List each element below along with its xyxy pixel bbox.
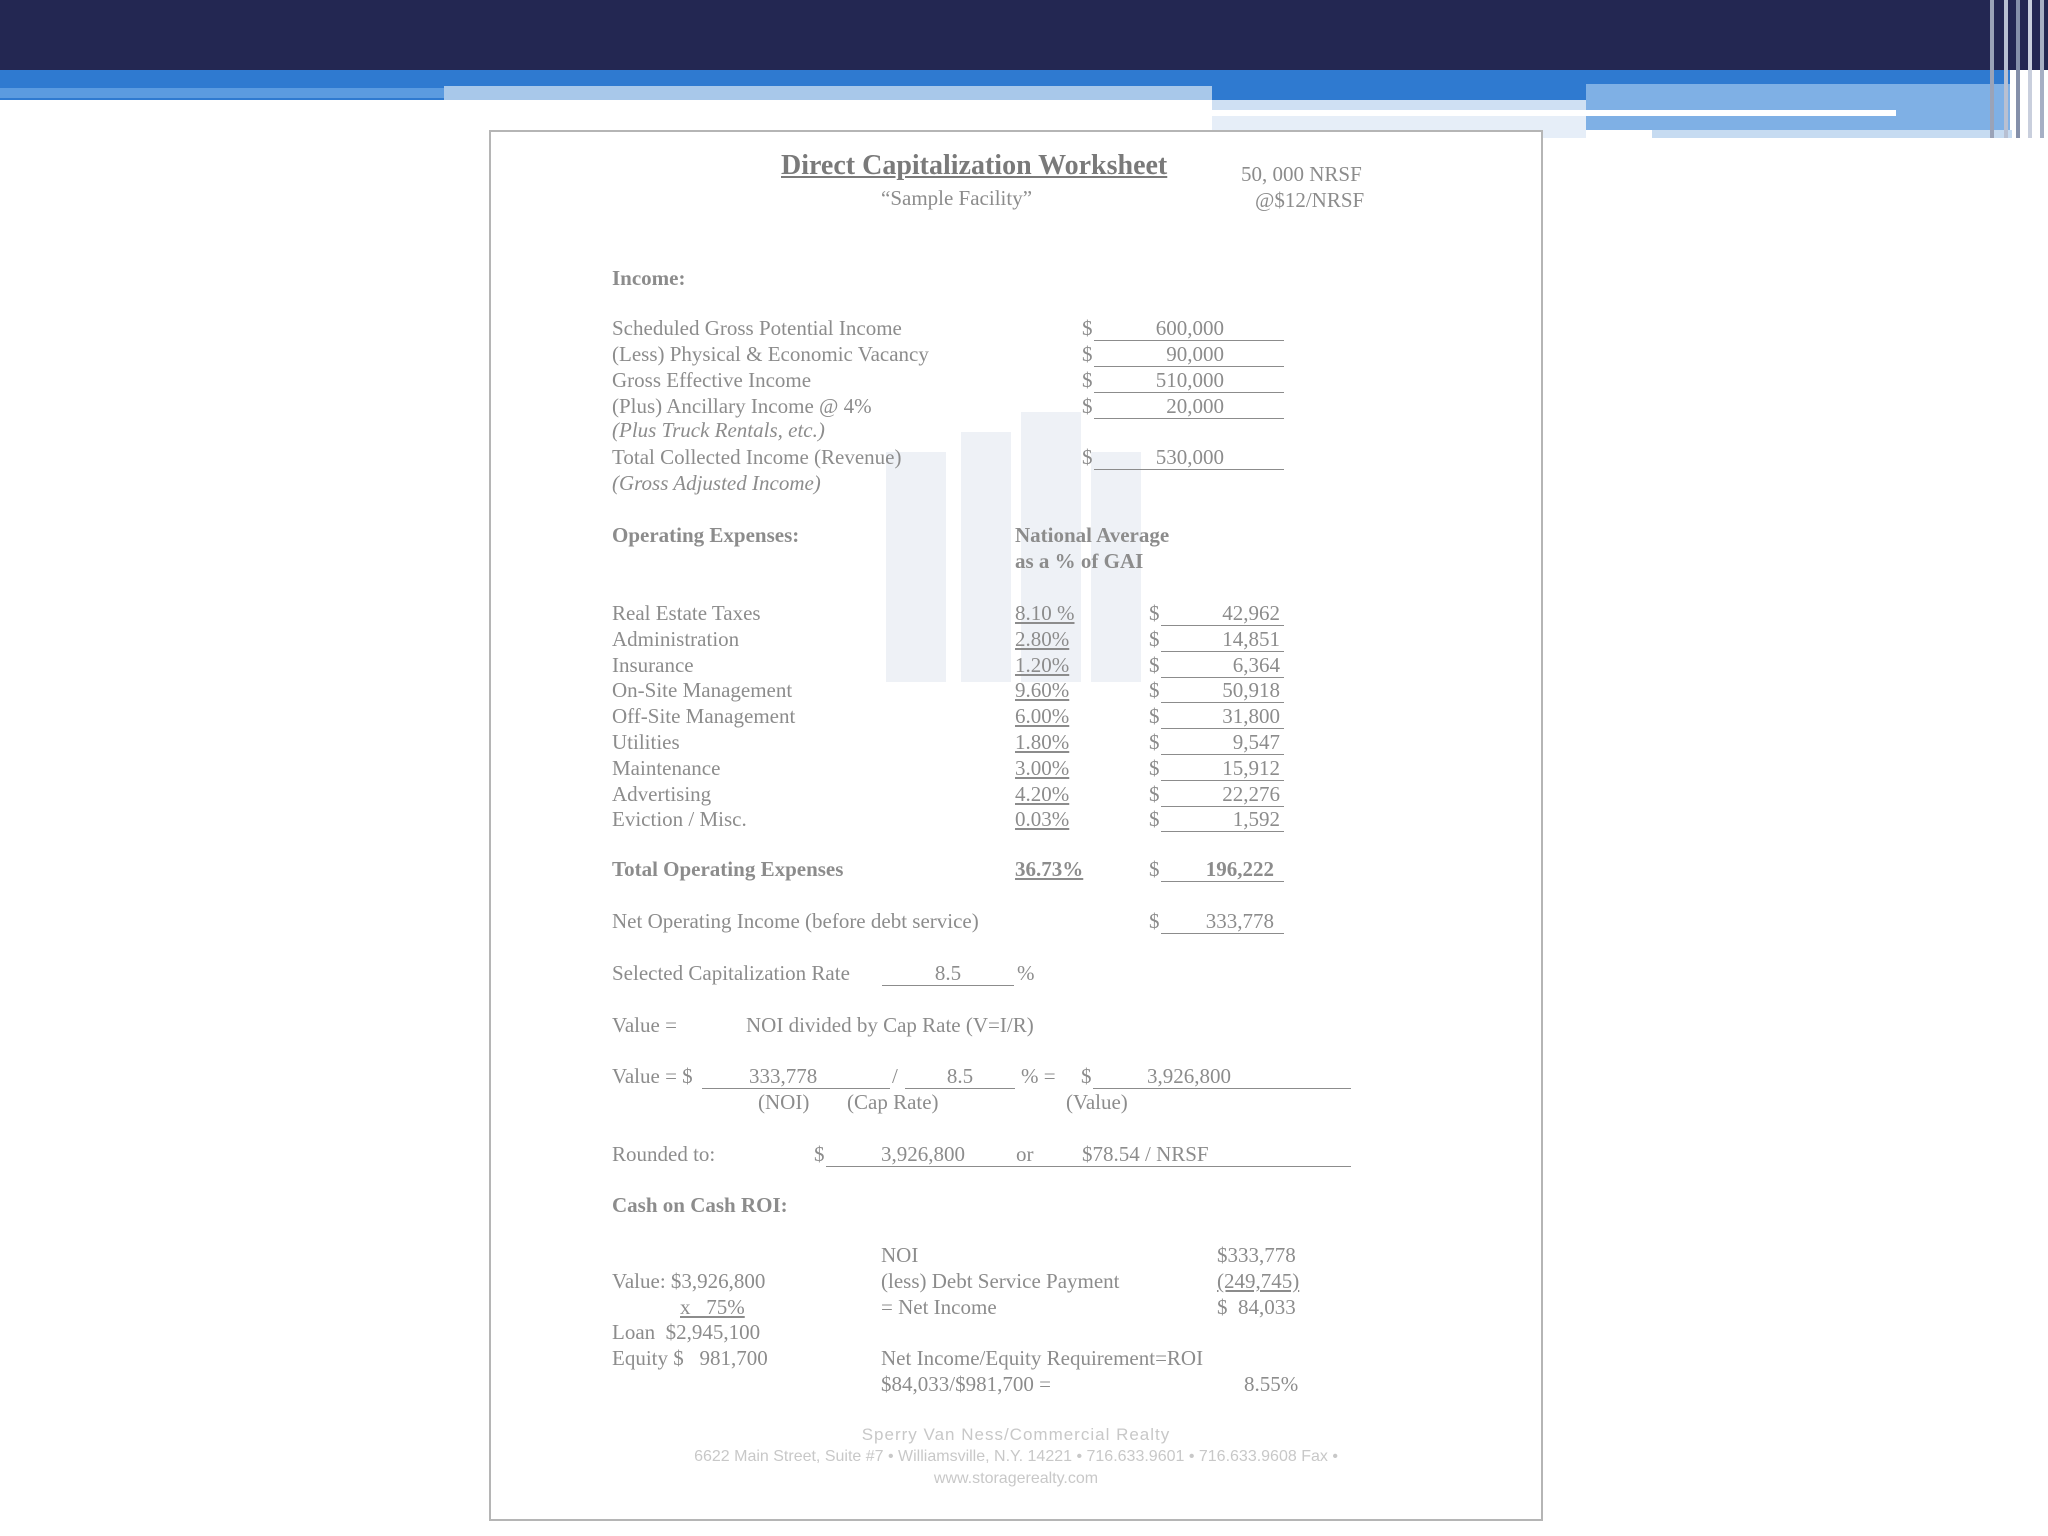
expense-label: Insurance (612, 653, 694, 677)
roi-value-line: Value: $3,926,800 (612, 1269, 766, 1293)
total-expenses-label: Total Operating Expenses (612, 857, 844, 881)
expense-pct: 1.80% (1015, 730, 1070, 754)
total-expenses-pct: 36.73% (1015, 857, 1084, 881)
roi-ltv-line: x 75% (680, 1295, 745, 1319)
header-strip (1586, 84, 2010, 130)
currency-sign: $ (1149, 756, 1160, 780)
expense-pct: 1.20% (1015, 653, 1070, 677)
income-amount: 20,000 (1094, 394, 1284, 419)
total-income-amount: 530,000 (1094, 445, 1284, 470)
roi-equity-line: Equity $ 981,700 (612, 1346, 768, 1370)
expense-amount (1161, 730, 1284, 755)
rounded-label: Rounded to: (612, 1142, 716, 1166)
rounded-value-line (826, 1142, 1351, 1167)
expense-amount (1161, 782, 1284, 807)
currency-sign: $ (1149, 909, 1160, 933)
value-calc-value: 3,926,800 (1093, 1064, 1351, 1089)
value-formula-label: Value = (612, 1013, 677, 1037)
expense-amount (1161, 807, 1284, 832)
income-amount: 510,000 (1094, 368, 1284, 393)
watermark-building (886, 452, 946, 682)
currency-sign: $ (1149, 857, 1160, 881)
header-vline (2040, 0, 2044, 138)
expense-amount-text: 31,800 (1222, 704, 1280, 728)
value-calc-rate: 8.5 (905, 1064, 1015, 1089)
expense-label: Administration (612, 627, 740, 651)
value-calc-noi: 333,778 (702, 1064, 890, 1089)
currency-sign: $ (1149, 627, 1160, 651)
expense-label: Advertising (612, 782, 712, 806)
header-strip (1652, 130, 2012, 138)
cap-rate-value: 8.5 (882, 961, 1014, 986)
expense-label: Eviction / Misc. (612, 807, 747, 831)
expense-label: On-Site Management (612, 678, 793, 702)
roi-noi-value: $333,778 (1217, 1243, 1296, 1267)
expenses-heading: Operating Expenses: (612, 523, 800, 547)
total-income-note: (Gross Adjusted Income) (612, 471, 821, 495)
value-formula-text: NOI divided by Cap Rate (V=I/R) (746, 1013, 1034, 1037)
currency-sign: $ (1149, 782, 1160, 806)
currency-sign: $ (1149, 730, 1160, 754)
currency-sign: $ (1149, 704, 1160, 728)
facility-size: 50, 000 NRSF (1241, 162, 1362, 186)
expense-label: Maintenance (612, 756, 721, 780)
noi-label: Net Operating Income (before debt service) (612, 909, 979, 933)
footer-address: 6622 Main Street, Suite #7 • Williamsville, N.Y. 14221 • 716.633.9601 • 716.633.9608 Fax • (694, 1448, 1338, 1465)
expense-pct: 4.20% (1015, 782, 1070, 806)
rounded-per-sf: $78.54 / NRSF (1082, 1142, 1209, 1166)
noi-amount: 333,778 (1161, 909, 1284, 934)
currency-sign: $ (1082, 342, 1093, 366)
roi-noi-label: NOI (881, 1243, 919, 1267)
total-income-label: Total Collected Income (Revenue) (612, 445, 902, 469)
expense-amount-text: 22,276 (1222, 782, 1280, 806)
expense-pct: 9.60% (1015, 678, 1070, 702)
footer-web: www.storagerealty.com (933, 1470, 1099, 1487)
expense-pct: 0.03% (1015, 807, 1070, 831)
expense-amount (1161, 756, 1284, 781)
header-vline (2004, 0, 2008, 138)
facility-rate: @$12/NRSF (1255, 188, 1365, 212)
roi-value: 8.55% (1244, 1372, 1299, 1396)
value-calc-slash: / (892, 1064, 898, 1088)
expenses-col-heading: National Average (1015, 523, 1170, 547)
expense-amount-text: 15,912 (1222, 756, 1280, 780)
expense-amount-text: 6,364 (1232, 653, 1280, 677)
expense-pct: 2.80% (1015, 627, 1070, 651)
currency-sign: $ (1082, 394, 1093, 418)
roi-net-value: $ 84,033 (1217, 1295, 1296, 1319)
ancillary-note: (Plus Truck Rentals, etc.) (612, 418, 825, 442)
header-vline (2028, 0, 2032, 138)
currency-sign: $ (1081, 1064, 1092, 1088)
expense-amount (1161, 653, 1284, 678)
income-label: (Less) Physical & Economic Vacancy (612, 342, 929, 366)
currency-sign: $ (1082, 445, 1093, 469)
expense-amount (1161, 678, 1284, 703)
cap-rate-label: Selected Capitalization Rate (612, 961, 850, 985)
roi-formula-label: Net Income/Equity Requirement=ROI (881, 1346, 1204, 1370)
header-vline (1990, 0, 1994, 138)
currency-sign: $ (1149, 601, 1160, 625)
expense-amount (1161, 627, 1284, 652)
cap-rate-caption: (Cap Rate) (847, 1090, 939, 1114)
roi-formula-calc: $84,033/$981,700 = (881, 1372, 1051, 1396)
expense-amount-text: 14,851 (1222, 627, 1280, 651)
expense-label: Off-Site Management (612, 704, 796, 728)
header-vline (2016, 0, 2020, 138)
value-calc-prefix: Value = $ (612, 1064, 693, 1088)
header-strip (444, 86, 1212, 100)
footer-company: Sperry Van Ness/Commercial Realty (861, 1425, 1171, 1444)
worksheet-title: Direct Capitalization Worksheet (781, 150, 1168, 181)
roi-net-label: = Net Income (881, 1295, 997, 1319)
header-strip (1212, 110, 1896, 116)
currency-sign: $ (1149, 807, 1160, 831)
value-caption: (Value) (1066, 1090, 1128, 1114)
expense-pct: 6.00% (1015, 704, 1070, 728)
header-strip (1212, 100, 1586, 110)
expense-amount-text: 1,592 (1232, 807, 1280, 831)
roi-loan-line: Loan $2,945,100 (612, 1320, 761, 1344)
expense-amount-text: 9,547 (1232, 730, 1280, 754)
currency-sign: $ (1082, 368, 1093, 392)
watermark-building (961, 432, 1011, 682)
income-label: (Plus) Ancillary Income @ 4% (612, 394, 872, 418)
expense-label: Real Estate Taxes (612, 601, 761, 625)
expense-amount (1161, 704, 1284, 729)
header-strip (0, 88, 444, 98)
income-label: Gross Effective Income (612, 368, 812, 392)
worksheet-subtitle: “Sample Facility” (881, 186, 1033, 210)
income-amount: 90,000 (1094, 342, 1284, 367)
noi-caption: (NOI) (758, 1090, 810, 1114)
currency-sign: $ (1149, 653, 1160, 677)
roi-debt-label: (less) Debt Service Payment (881, 1269, 1120, 1293)
header-band-dark (0, 0, 2048, 70)
rounded-value: 3,926,800 (881, 1142, 965, 1166)
expense-label: Utilities (612, 730, 680, 754)
rounded-or: or (1016, 1142, 1034, 1166)
currency-sign: $ (814, 1142, 825, 1166)
expense-amount-text: 42,962 (1222, 601, 1280, 625)
income-amount: 600,000 (1094, 316, 1284, 341)
expense-pct: 3.00% (1015, 756, 1070, 780)
expenses-col-heading: as a % of GAI (1015, 549, 1144, 573)
roi-debt-value: (249,745) (1217, 1269, 1300, 1293)
currency-sign: $ (1149, 678, 1160, 702)
expense-amount-text: 50,918 (1222, 678, 1280, 702)
expense-amount (1161, 601, 1284, 626)
roi-heading: Cash on Cash ROI: (612, 1193, 788, 1217)
value-calc-eq: % = (1021, 1064, 1056, 1088)
currency-sign: $ (1082, 316, 1093, 340)
income-heading: Income: (612, 266, 686, 290)
cap-rate-suffix: % (1017, 961, 1035, 985)
expense-pct: 8.10 % (1015, 601, 1075, 625)
total-expenses-amount: 196,222 (1161, 857, 1284, 882)
income-label: Scheduled Gross Potential Income (612, 316, 902, 340)
worksheet-page (489, 130, 1543, 1521)
